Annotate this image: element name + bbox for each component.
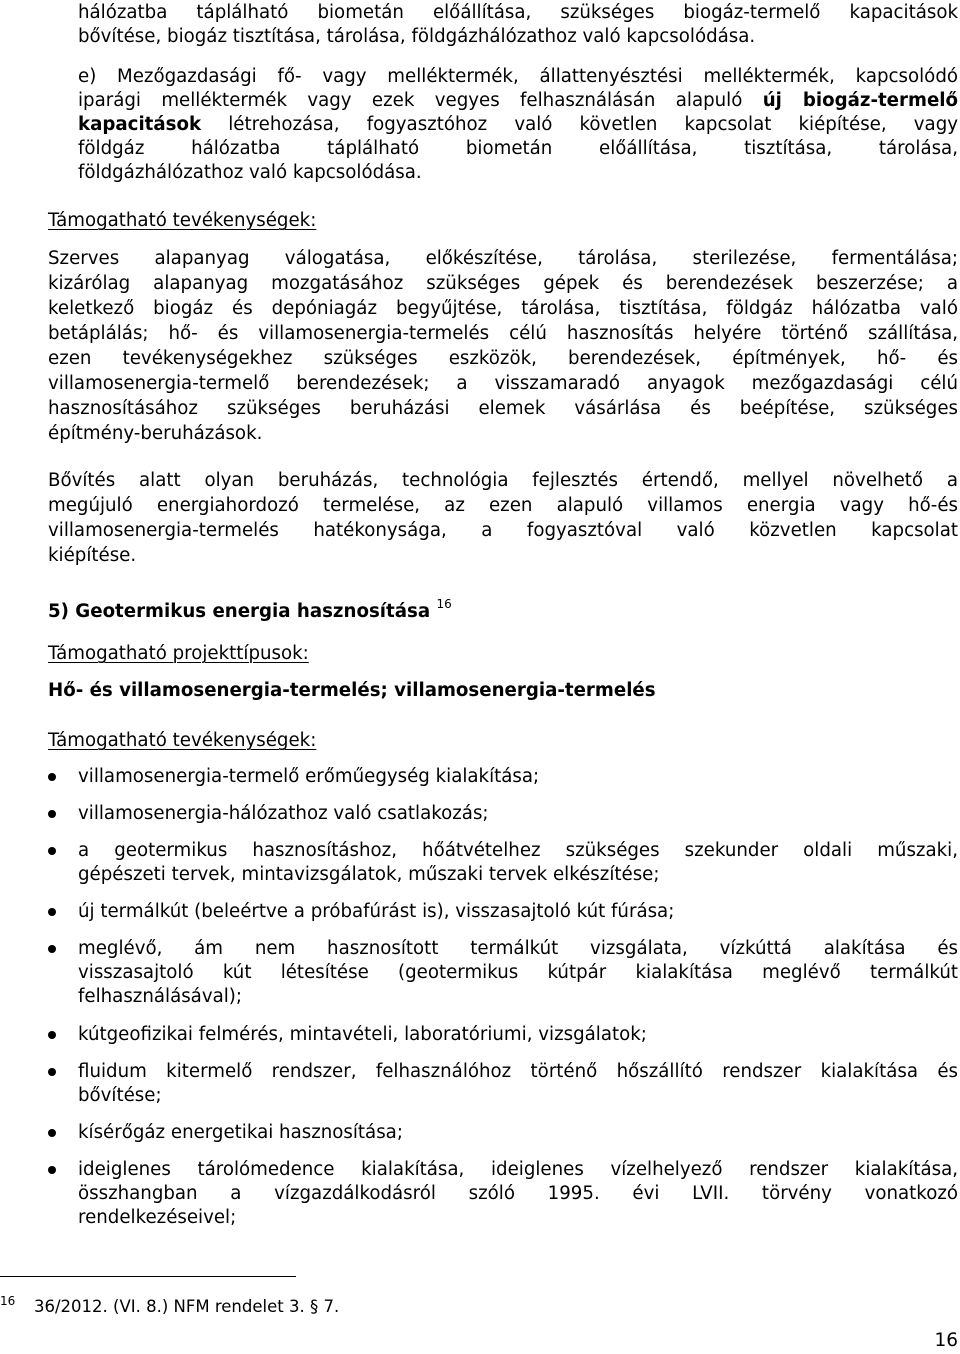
- list-item-text: ideiglenes tárolómedence kialakítása, ideiglenes vízelhelyező rendszer kialakítása,: [78, 1159, 958, 1180]
- list-item-text: összhangban a vízgazdálkodásról szóló 1995. évi LVII. törvény vonatkozó: [78, 1183, 958, 1204]
- bullet-icon: [48, 908, 56, 916]
- bullet-icon: [48, 1129, 56, 1137]
- item-e-line-3: [78, 112, 958, 138]
- list-item-text: villamosenergia-hálózathoz való csatlakozás;: [78, 803, 489, 824]
- list-item-text: felhasználásával);: [78, 986, 243, 1007]
- list-item-text: meglévő, ám nem hasznosított termálkút vizsgálata, vízkúttá alakítása és: [78, 938, 958, 959]
- list-item-text: bővítése;: [78, 1085, 162, 1106]
- intro-line-2: bővítése, biogáz tisztítása, tárolása, földgázhálózathoz való kapcsolódása.: [78, 26, 756, 47]
- paragraph-line: keletkező biogáz és depóniagáz begyűjtése, tárolása, tisztítása, földgáz hálózatba való: [48, 298, 958, 319]
- list-item-text: új termálkút (beleértve a próbafúrást is), visszasajtoló kút fúrása;: [78, 901, 675, 922]
- bullet-icon: [48, 773, 56, 781]
- paragraph-line: kizárólag alapanyag mozgatásához szükséges gépek és berendezések beszerzése; a: [48, 273, 958, 294]
- list-item-text: fluidum kitermelő rendszer, felhasználóhoz történő hőszállító rendszer kialakítása és: [78, 1061, 958, 1082]
- tevekenysegek-label-2: Támogatható tevékenységek:: [48, 730, 317, 751]
- list-item-text: a geotermikus hasznosításhoz, hőátvételhez szükséges szekunder oldali műszaki,: [78, 840, 958, 861]
- item-e-bold: új biogáz-termelő: [762, 90, 959, 111]
- page-number: 16: [934, 1330, 958, 1351]
- list-item-text: gépészeti tervek, mintavizsgálatok, műszaki tervek elkészítése;: [78, 864, 660, 885]
- paragraph-line: hasznosításához szükséges beruházási elemek vásárlása és beépítése, szükséges: [48, 398, 958, 419]
- item-e-line-4: földgáz hálózatba táplálható biometán előállítása, tisztítása, tárolása,: [78, 138, 958, 159]
- paragraph-line: Szerves alapanyag válogatása, előkészítése, tárolása, sterilezése, fermentálása;: [48, 248, 958, 269]
- item-e-line-5: földgázhálózathoz való kapcsolódása.: [78, 162, 422, 183]
- footnote-divider: [0, 1276, 296, 1277]
- footnote-number: 16: [0, 1294, 16, 1308]
- paragraph-line: Bővítés alatt olyan beruházás, technológia fejlesztés értendő, mellyel növelhető a: [48, 470, 958, 491]
- section-5-heading: [48, 591, 452, 622]
- item-e-line-2: [78, 88, 958, 114]
- bullet-icon: [48, 847, 56, 855]
- bullet-icon: [48, 945, 56, 953]
- bullet-icon: [48, 810, 56, 818]
- item-e-bold-2: kapacitások: [78, 114, 202, 135]
- bullet-icon: [48, 1068, 56, 1076]
- bullet-icon: [48, 1166, 56, 1174]
- bullet-icon: [48, 1031, 56, 1039]
- list-item-text: visszasajtoló kút létesítése (geotermikus kútpár kialakítása meglévő termálkút: [78, 962, 958, 983]
- paragraph-line: kiépítése.: [48, 545, 137, 566]
- projekttipus: Hő- és villamosenergia-termelés; villamosenergia-termelés: [48, 680, 656, 701]
- section-5-title: 5) Geotermikus energia hasznosítása: [48, 601, 431, 622]
- footnote-text: 36/2012. (VI. 8.) NFM rendelet 3. § 7.: [34, 1297, 340, 1316]
- footnote-reference: 16: [436, 597, 452, 611]
- list-item-text: rendelkezéseivel;: [78, 1207, 237, 1228]
- intro-line-1: hálózatba táplálható biometán előállítása, szükséges biogáz-termelő kapacitások: [78, 2, 958, 23]
- list-item-text: villamosenergia-termelő erőműegység kialakítása;: [78, 766, 540, 787]
- paragraph-line: villamosenergia-termelő berendezések; a visszamaradó anyagok mezőgazdasági célú: [48, 373, 958, 394]
- tevekenysegek-label-1: Támogatható tevékenységek:: [48, 210, 317, 231]
- paragraph-line: betáplálás; hő- és villamosenergia-termelés célú hasznosítás helyére történő szállítása,: [48, 323, 958, 344]
- projekttipusok-label: Támogatható projekttípusok:: [48, 643, 309, 664]
- paragraph-line: ezen tevékenységekhez szükséges eszközök, berendezések, építmények, hő- és: [48, 348, 958, 369]
- item-e-text-2: létrehozása, fogyasztóhoz való követlen kapcsolat kiépítése, vagy: [201, 114, 958, 135]
- item-e-text: iparági melléktermék vagy ezek vegyes felhasználásán alapuló: [78, 90, 763, 111]
- list-item-text: kísérőgáz energetikai hasznosítása;: [78, 1122, 403, 1143]
- list-item-text: kútgeofizikai felmérés, mintavételi, laboratóriumi, vizsgálatok;: [78, 1024, 647, 1045]
- item-e-line-1: e) Mezőgazdasági fő- vagy melléktermék, állattenyésztési melléktermék, kapcsolódó: [78, 66, 958, 87]
- paragraph-line: villamosenergia-termelés hatékonysága, a fogyasztóval való közvetlen kapcsolat: [48, 520, 958, 541]
- paragraph-line: megújuló energiahordozó termelése, az ezen alapuló villamos energia vagy hő-és: [48, 495, 958, 516]
- paragraph-line: építmény-beruházások.: [48, 423, 263, 444]
